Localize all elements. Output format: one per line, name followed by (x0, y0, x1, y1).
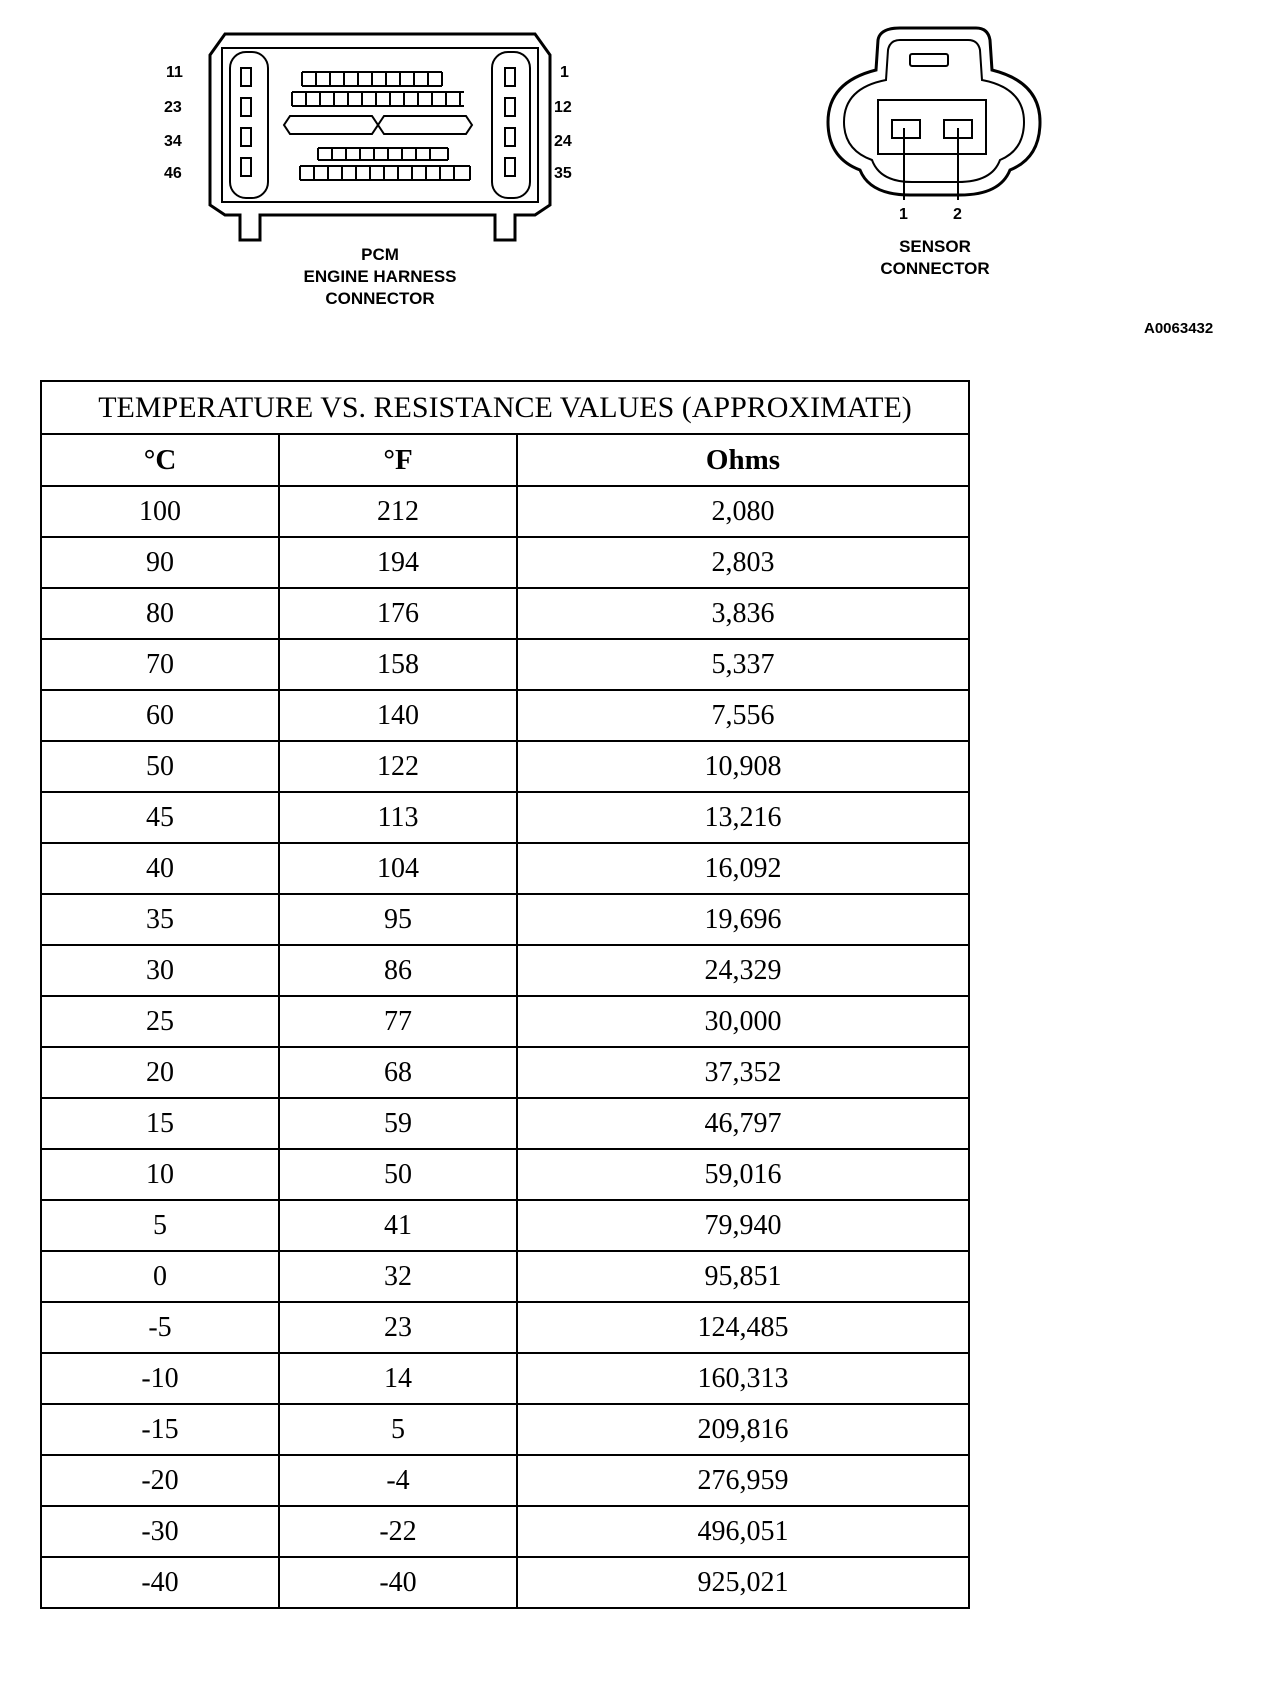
celsius-cell: 5 (41, 1200, 279, 1251)
pcm-caption (270, 244, 490, 310)
header-celsius: °C (41, 434, 279, 486)
sensor-pin-label-2: 2 (953, 206, 962, 223)
ohms-cell: 30,000 (517, 996, 969, 1047)
celsius-cell: 60 (41, 690, 279, 741)
pcm-caption-line-1: PCM (361, 245, 399, 264)
ohms-cell: 5,337 (517, 639, 969, 690)
table-row (41, 1251, 969, 1302)
ohms-cell: 276,959 (517, 1455, 969, 1506)
table-row (41, 1557, 969, 1608)
ohms-cell: 496,051 (517, 1506, 969, 1557)
table-title: TEMPERATURE VS. RESISTANCE VALUES (APPROXIMATE) (41, 381, 969, 434)
sensor-caption-line-2: CONNECTOR (880, 259, 990, 278)
fahrenheit-cell: 122 (279, 741, 517, 792)
ohms-cell: 46,797 (517, 1098, 969, 1149)
fahrenheit-cell: 212 (279, 486, 517, 537)
table-row (41, 1200, 969, 1251)
fahrenheit-cell: 140 (279, 690, 517, 741)
table-row (41, 1047, 969, 1098)
fahrenheit-cell: 41 (279, 1200, 517, 1251)
fahrenheit-cell: 158 (279, 639, 517, 690)
table-row (41, 792, 969, 843)
celsius-cell: 50 (41, 741, 279, 792)
header-ohms: Ohms (517, 434, 969, 486)
celsius-cell: -20 (41, 1455, 279, 1506)
table-row (41, 486, 969, 537)
celsius-cell: -30 (41, 1506, 279, 1557)
ohms-cell: 59,016 (517, 1149, 969, 1200)
fahrenheit-cell: 23 (279, 1302, 517, 1353)
table-row (41, 894, 969, 945)
header-fahrenheit: °F (279, 434, 517, 486)
table-row (41, 1149, 969, 1200)
celsius-cell: 0 (41, 1251, 279, 1302)
fahrenheit-cell: -40 (279, 1557, 517, 1608)
pcm-pin-label-12: 12 (554, 99, 572, 116)
celsius-cell: 70 (41, 639, 279, 690)
ohms-cell: 79,940 (517, 1200, 969, 1251)
fahrenheit-cell: 5 (279, 1404, 517, 1455)
pcm-connector-shape (210, 34, 550, 240)
figure-id: A0063432 (1144, 320, 1214, 337)
table-row (41, 1506, 969, 1557)
celsius-cell: 25 (41, 996, 279, 1047)
table-row (41, 537, 969, 588)
celsius-cell: -15 (41, 1404, 279, 1455)
ohms-cell: 925,021 (517, 1557, 969, 1608)
celsius-cell: 80 (41, 588, 279, 639)
table-header-row (41, 434, 969, 486)
celsius-cell: 100 (41, 486, 279, 537)
fahrenheit-cell: 86 (279, 945, 517, 996)
table-row (41, 588, 969, 639)
ohms-cell: 19,696 (517, 894, 969, 945)
celsius-cell: 30 (41, 945, 279, 996)
ohms-cell: 3,836 (517, 588, 969, 639)
celsius-cell: 10 (41, 1149, 279, 1200)
sensor-caption (860, 236, 1010, 280)
ohms-cell: 7,556 (517, 690, 969, 741)
pcm-pin-label-24: 24 (554, 133, 572, 150)
table-title-row (41, 381, 969, 434)
celsius-cell: 45 (41, 792, 279, 843)
fahrenheit-cell: -22 (279, 1506, 517, 1557)
table-row (41, 1098, 969, 1149)
pcm-caption-line-3: CONNECTOR (325, 289, 435, 308)
connector-drawing (0, 0, 1280, 360)
pcm-pin-label-23: 23 (164, 99, 182, 116)
celsius-cell: 15 (41, 1098, 279, 1149)
fahrenheit-cell: 194 (279, 537, 517, 588)
fahrenheit-cell: -4 (279, 1455, 517, 1506)
temperature-resistance-table (40, 380, 970, 1609)
fahrenheit-cell: 77 (279, 996, 517, 1047)
celsius-cell: -40 (41, 1557, 279, 1608)
celsius-cell: 90 (41, 537, 279, 588)
table-row (41, 639, 969, 690)
ohms-cell: 160,313 (517, 1353, 969, 1404)
sensor-connector-shape (828, 28, 1040, 200)
fahrenheit-cell: 113 (279, 792, 517, 843)
table-row (41, 996, 969, 1047)
table-row (41, 1302, 969, 1353)
connector-diagrams (0, 0, 1280, 360)
celsius-cell: 40 (41, 843, 279, 894)
table-row (41, 690, 969, 741)
ohms-cell: 95,851 (517, 1251, 969, 1302)
fahrenheit-cell: 59 (279, 1098, 517, 1149)
table-row (41, 1353, 969, 1404)
ohms-cell: 2,803 (517, 537, 969, 588)
ohms-cell: 124,485 (517, 1302, 969, 1353)
ohms-cell: 37,352 (517, 1047, 969, 1098)
pcm-pin-label-1: 1 (560, 64, 569, 81)
table-row (41, 1455, 969, 1506)
fahrenheit-cell: 32 (279, 1251, 517, 1302)
fahrenheit-cell: 68 (279, 1047, 517, 1098)
table-row (41, 741, 969, 792)
pcm-caption-line-2: ENGINE HARNESS (303, 267, 457, 286)
celsius-cell: -10 (41, 1353, 279, 1404)
fahrenheit-cell: 104 (279, 843, 517, 894)
pcm-pin-label-46: 46 (164, 165, 182, 182)
table-row (41, 843, 969, 894)
ohms-cell: 10,908 (517, 741, 969, 792)
table-row (41, 1404, 969, 1455)
pcm-pin-label-34: 34 (164, 133, 182, 150)
fahrenheit-cell: 95 (279, 894, 517, 945)
ohms-cell: 24,329 (517, 945, 969, 996)
ohms-cell: 209,816 (517, 1404, 969, 1455)
celsius-cell: -5 (41, 1302, 279, 1353)
fahrenheit-cell: 14 (279, 1353, 517, 1404)
pcm-pin-label-11: 11 (166, 64, 183, 81)
table-body (41, 486, 969, 1608)
fahrenheit-cell: 50 (279, 1149, 517, 1200)
fahrenheit-cell: 176 (279, 588, 517, 639)
table-row (41, 945, 969, 996)
pcm-pin-label-35: 35 (554, 165, 572, 182)
ohms-cell: 13,216 (517, 792, 969, 843)
celsius-cell: 20 (41, 1047, 279, 1098)
sensor-pin-label-1: 1 (899, 206, 908, 223)
sensor-caption-line-1: SENSOR (899, 237, 971, 256)
celsius-cell: 35 (41, 894, 279, 945)
ohms-cell: 2,080 (517, 486, 969, 537)
ohms-cell: 16,092 (517, 843, 969, 894)
